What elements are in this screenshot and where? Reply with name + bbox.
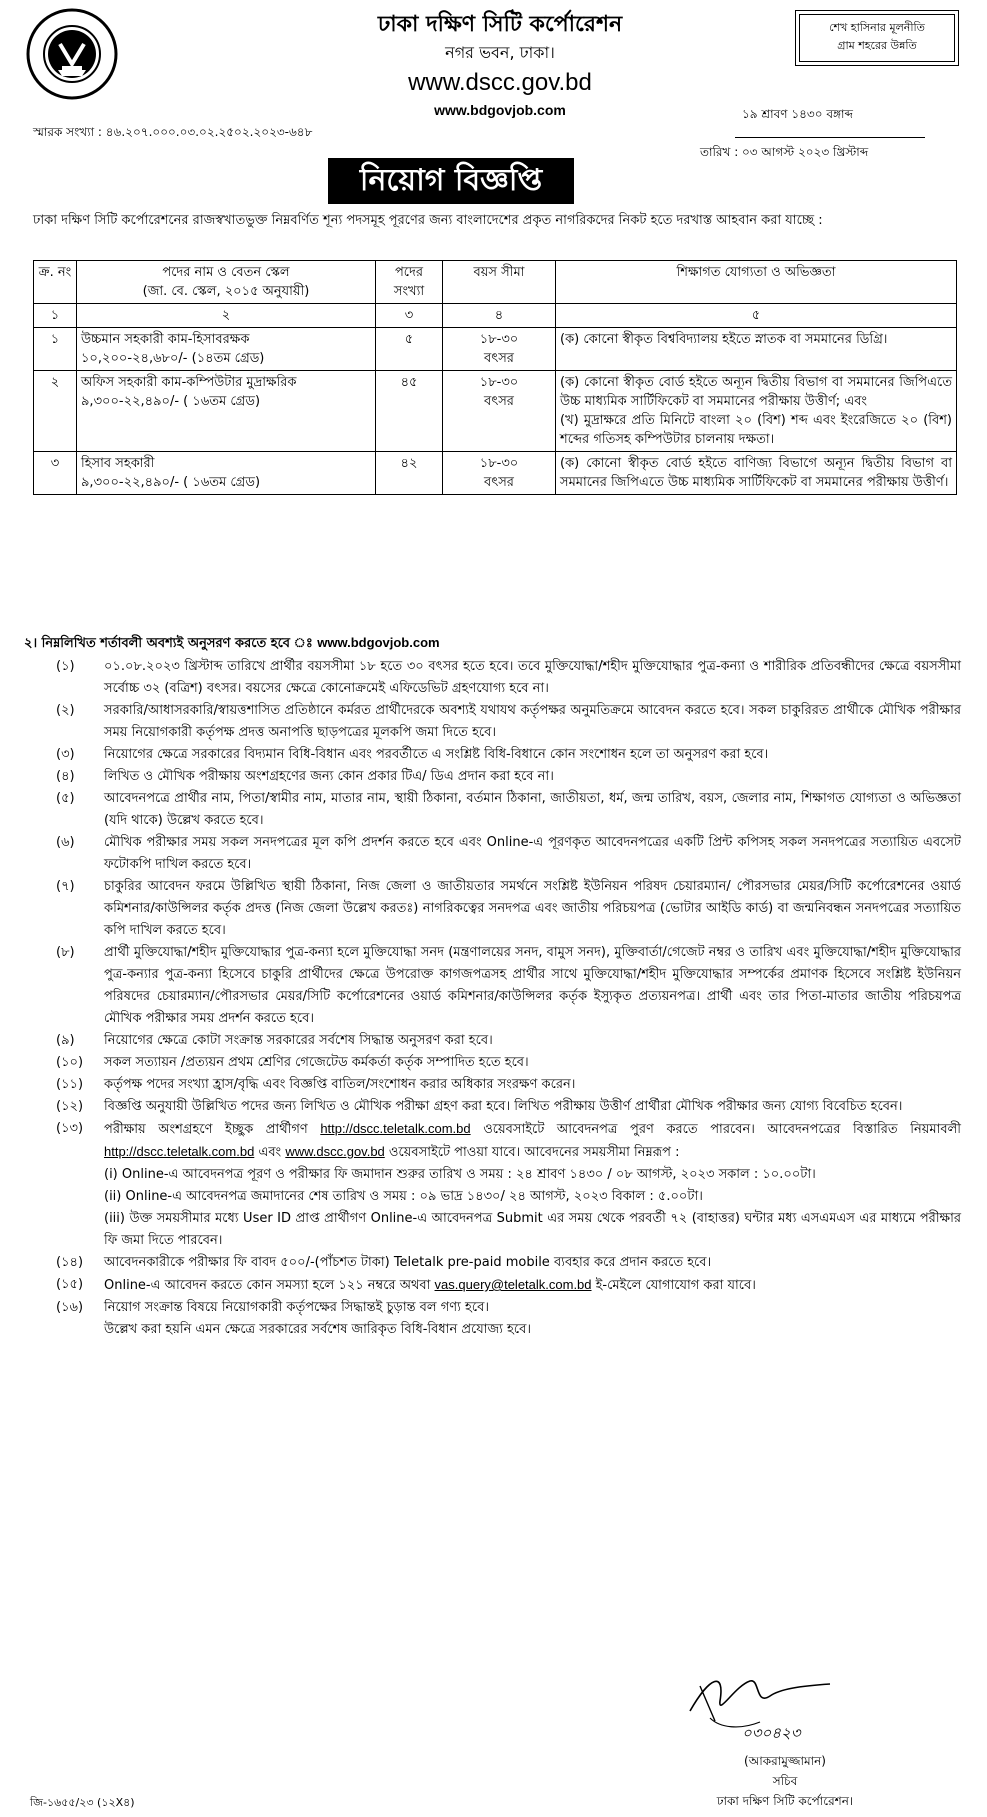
- header-block: [300, 10, 700, 120]
- teletalk-link[interactable]: http://dscc.teletalk.com.bd: [104, 1144, 255, 1159]
- list-item: [26, 700, 961, 744]
- item13-text-1: পরীক্ষায় অংশগ্রহণে ইচ্ছুক প্রার্থীগণ: [104, 1122, 308, 1137]
- list-item: [26, 1052, 961, 1074]
- header-qualification: শিক্ষাগত যোগ্যতা ও অভিজ্ঞতা: [556, 261, 957, 304]
- row-age-range: ১৮-৩০: [479, 456, 519, 471]
- row-post: হিসাব সহকারী: [81, 456, 155, 471]
- slogan-box: [795, 10, 959, 66]
- row-qualification: (খ) মুদ্রাক্ষরে প্রতি মিনিটে বাংলা ২০ (বিশ) শব্দ এবং ইংরেজিতে ২০ (বিশ) শব্দের গতিসহ কম্পিউটার চালনায় দক্ষতা।: [560, 413, 952, 447]
- condition-text: [104, 1274, 961, 1297]
- table-row: [34, 371, 957, 452]
- support-email-link[interactable]: vas.query@teletalk.com.bd: [434, 1277, 592, 1292]
- row-scale: ৯,৩০০-২২,৪৯০/- ( ১৬তম গ্রেড): [81, 475, 261, 490]
- header-post-line2: (জা. বে. স্কেল, ২০১৫ অনুযায়ী): [142, 284, 310, 299]
- signatory-block: [660, 1751, 910, 1811]
- conditions-heading: [24, 634, 440, 655]
- row-age-range: ১৮-৩০: [479, 332, 519, 347]
- list-item: [26, 744, 961, 766]
- intro-paragraph: ঢাকা দক্ষিণ সিটি কর্পোরেশনের রাজস্বখাতভুক্ত নিম্নবর্ণিত শূন্য পদসমূহ পূরণের জন্য বাংলাদেশের প্রকৃত নাগরিকদের নিকট হতে দরখাস্ত আহবান করা যাচ্ছে :: [33, 213, 823, 228]
- list-item: [26, 876, 961, 942]
- condition-number: (৯): [56, 1033, 75, 1048]
- condition-number: (১৬): [56, 1300, 84, 1315]
- item16-text-1: নিয়োগ সংক্রান্ত বিষয়ে নিয়োগকারী কর্তৃপক্ষের সিদ্ধান্তই চুড়ান্ত বল গণ্য হবে।: [104, 1300, 489, 1315]
- table-header-row: [34, 261, 957, 304]
- item15-text-1: Online-এ আবেদন করতে কোন সমস্যা হলে ১২১ নম্বরে অথবা: [104, 1278, 431, 1293]
- row-count: ৫: [376, 328, 443, 371]
- row-post: অফিস সহকারী কাম-কম্পিউটার মুদ্রাক্ষরিক: [81, 375, 297, 390]
- column-number: ৪: [443, 304, 556, 328]
- condition-number: (১২): [56, 1099, 84, 1114]
- item15-text-2: ই-মেইলে যোগাযোগ করা যাবে।: [595, 1278, 756, 1293]
- item13-sub-2: (ii) Online-এ আবেদনপত্র জমাদানের শেষ তারিখ ও সময় : ০৯ ভাদ্র ১৪৩০/ ২৪ আগস্ট, ২০২৩ বিকাল : ৫.০০টা।: [104, 1189, 703, 1204]
- list-item: [26, 1274, 961, 1297]
- signatory-name: (আকরামুজ্জামান): [744, 1754, 826, 1768]
- condition-text: সকল সত্যায়ন /প্রত্যয়ন প্রথম শ্রেণির গেজেটেড কর্মকর্তা কর্তৃক সম্পাদিত হতে হবে।: [104, 1055, 529, 1070]
- org-name: ঢাকা দক্ষিণ সিটি কর্পোরেশন: [377, 12, 623, 37]
- header-post-line1: পদের নাম ও বেতন স্কেল: [162, 265, 290, 280]
- condition-number: (৩): [56, 747, 75, 762]
- row-age-unit: বৎসর: [484, 394, 514, 409]
- condition-number: (১৩): [56, 1121, 84, 1136]
- condition-number: (১৫): [56, 1277, 84, 1292]
- row-age-unit: বৎসর: [484, 475, 514, 490]
- row-age-cell: [443, 452, 556, 495]
- condition-text: মৌখিক পরীক্ষার সময় সকল সনদপত্রের মূল কপি প্রদর্শন করতে হবে এবং Online-এ পূরণকৃত আবেদনপত্রের একটি প্রিন্ট কপিসহ সকল সনদপত্রের সত্যায়িত এবসেট ফটোকপি দাখিল করতে হবে।: [104, 835, 961, 872]
- row-qualification: (ক) কোনো স্বীকৃত বোর্ড হইতে অন্যূন দ্বিতীয় বিভাগ বা সমমানের জিপিএতে উচ্চ মাধ্যমিক সার্টিফিকেট বা সমমানের পরীক্ষায় উত্তীর্ণ; এবং: [560, 375, 952, 409]
- condition-number: (১১): [56, 1077, 84, 1092]
- slogan-line-2: গ্রাম শহরের উন্নতি: [837, 39, 917, 52]
- item16-text-2: উল্লেখ করা হয়নি এমন ক্ষেত্রে সরকারের সর্বশেষ জারিকৃত বিধি-বিধান প্রযোজ্য হবে।: [104, 1322, 531, 1337]
- condition-text: কর্তৃপক্ষ পদের সংখ্যা হ্রাস/বৃদ্ধি এবং বিজ্ঞপ্তি বাতিল/সংশোধন করার অধিকার সংরক্ষণ করেন।: [104, 1077, 576, 1092]
- condition-number: (১০): [56, 1055, 84, 1070]
- row-qualification: (ক) কোনো স্বীকৃত বিশ্ববিদ্যালয় হইতে স্নাতক বা সমমানের ডিগ্রি।: [560, 332, 888, 347]
- dscc-logo: [24, 6, 120, 102]
- column-number: ৫: [556, 304, 957, 328]
- condition-number: (১৪): [56, 1255, 84, 1270]
- org-address: নগর ভবন, ঢাকা।: [445, 43, 555, 62]
- list-item: [26, 1030, 961, 1052]
- condition-number: (৭): [56, 879, 75, 894]
- row-post: উচ্চমান সহকারী কাম-হিসাবরক্ষক: [81, 332, 250, 347]
- item13-text-4: ওয়েবসাইটে পাওয়া যাবে। আবেদনের সময়সীমা নিম্নরূপ :: [388, 1145, 680, 1160]
- condition-number: (৫): [56, 791, 75, 806]
- header-serial: ক্র. নং: [34, 261, 77, 304]
- header-post: [77, 261, 376, 304]
- table-row: [34, 452, 957, 495]
- list-item: [26, 1252, 961, 1274]
- column-number-row: [34, 304, 957, 328]
- signature-date: ০৩০৪২৩: [742, 1724, 801, 1742]
- list-item: [26, 832, 961, 876]
- list-item: [26, 788, 961, 832]
- row-count: ৪৫: [376, 371, 443, 452]
- row-scale: ১০,২০০-২৪,৬৮০/- (১৪তম গ্রেড): [81, 351, 265, 366]
- condition-text: আবেদনপত্রে প্রার্থীর নাম, পিতা/স্বামীর নাম, মাতার নাম, স্থায়ী ঠিকানা, বর্তমান ঠিকানা, জাতীয়তা, ধর্ম, জন্ম তারিখ, বয়স, জেলার নাম, শিক্ষাগত যোগ্যতা ও অভিজ্ঞতা (যদি থাকে) উল্লেখ করতে হবে।: [104, 791, 961, 828]
- list-item: [26, 766, 961, 788]
- list-item: [26, 1096, 961, 1118]
- row-serial: ১: [34, 328, 77, 371]
- condition-text: নিয়োগের ক্ষেত্রে কোটা সংক্রান্ত সরকারের সর্বশেষ সিদ্ধান্ত অনুসরণ করা হবে।: [104, 1033, 493, 1048]
- item13-text-2: ওয়েবসাইটে আবেদনপত্র পুরণ করতে পারবেন। আবেদনপত্রের বিস্তারিত নিয়মাবলী: [483, 1122, 961, 1137]
- signatory-designation: সচিব: [772, 1774, 798, 1788]
- table-row: [34, 328, 957, 371]
- condition-text: সরকারি/আধাসরকারি/স্বায়ত্তশাসিত প্রতিষ্ঠানে কর্মরত প্রার্থীদেরকে অবশ্যই যথাযথ কর্তৃপক্ষর অনুমতিক্রমে আবেদন করতে হবে। সকল চাকুরিরত প্রার্থীকে মৌখিক পরীক্ষার সময় নিয়োগকারী কর্তৃপক্ষ প্রদত্ত অনাপত্তি ছাড়পত্রের মূলকপি জমা দিতে হবে।: [104, 703, 961, 740]
- condition-text: [104, 1297, 961, 1341]
- date-bangla: ১৯ শ্রাবণ ১৪৩০ বঙ্গাব্দ: [742, 107, 853, 121]
- column-number: ২: [77, 304, 376, 328]
- row-post-cell: [77, 328, 376, 371]
- list-item: [26, 942, 961, 1030]
- list-item: [26, 1074, 961, 1096]
- condition-text: চাকুরির আবেদন ফরমে উল্লিখিত স্থায়ী ঠিকানা, নিজ জেলা ও জাতীয়তার সমর্থনে সংশ্লিষ্ট ইউনিয়ন পরিষদ চেয়ারম্যান/ পৌরসভার মেয়র/সিটি কর্পোরেশনের ওয়ার্ড কমিশনার/কাউন্সিলর কর্তৃক প্রদত্ত (নিজ জেলা উল্লেখ করতঃ) নাগরিকত্বের সনদপত্র এবং জাতীয় পরিচয়পত্র (ভোটার আইডি কার্ড) বা জন্মনিবন্ধন সনদপত্রের সত্যায়িত কপি দাখিল করতে হবে।: [104, 879, 961, 938]
- org-website[interactable]: www.dscc.gov.bd: [408, 69, 592, 96]
- memo-number: স্মারক সংখ্যা : ৪৬.২০৭.০০০.০৩.০২.২৫০২.২০২৩-৬৪৮: [33, 125, 313, 139]
- list-item: [26, 656, 961, 700]
- slogan-line-1: শেখ হাসিনার মূলনীতি: [829, 21, 925, 34]
- dscc-link[interactable]: www.dscc.gov.bd: [285, 1144, 385, 1159]
- row-post-cell: [77, 371, 376, 452]
- header-count: পদের সংখ্যা: [376, 261, 443, 304]
- row-age-cell: [443, 328, 556, 371]
- condition-number: (২): [56, 703, 75, 718]
- date-divider: [735, 137, 925, 138]
- condition-text: [104, 1118, 961, 1252]
- condition-number: (৪): [56, 769, 75, 784]
- row-qualification-cell: [556, 328, 957, 371]
- source-website[interactable]: www.bdgovjob.com: [434, 102, 566, 118]
- page-title: নিয়োগ বিজ্ঞপ্তি: [328, 158, 574, 204]
- column-number: ৩: [376, 304, 443, 328]
- header-age: বয়স সীমা: [443, 261, 556, 304]
- row-post-cell: [77, 452, 376, 495]
- condition-text: আবেদনকারীকে পরীক্ষার ফি বাবদ ৫০০/-(পাঁচশত টাকা) Teletalk pre-paid mobile ব্যবহার করে প্রদান করতে হবে।: [104, 1255, 712, 1270]
- footer-reference: জি-১৬৫৫/২৩ (১২X৪): [30, 1796, 135, 1809]
- list-item: [26, 1118, 961, 1252]
- condition-text: বিজ্ঞপ্তি অনুযায়ী উল্লিখিত পদের জন্য লিখিত ও মৌখিক পরীক্ষা গ্রহণ করা হবে। লিখিত পরীক্ষায় উত্তীর্ণ প্রার্থীরা মৌখিক পরীক্ষার জন্য যোগ্য বিবেচিত হবেন।: [104, 1099, 903, 1114]
- condition-number: (৬): [56, 835, 75, 850]
- signatory-org: ঢাকা দক্ষিণ সিটি কর্পোরেশন।: [716, 1794, 854, 1808]
- date-label: তারিখ :: [700, 145, 739, 159]
- signature-image: [680, 1656, 840, 1746]
- condition-text: নিয়োগের ক্ষেত্রে সরকারের বিদ্যমান বিধি-বিধান এবং পরবর্তীতে এ সংশ্লিষ্ট বিধি-বিধানে কোন সংশোধন হলে তা অনুসরণ করা হবে।: [104, 747, 769, 762]
- list-item: [26, 1297, 961, 1341]
- teletalk-link[interactable]: http://dscc.teletalk.com.bd: [320, 1121, 471, 1136]
- condition-number: (৮): [56, 945, 75, 960]
- row-age-cell: [443, 371, 556, 452]
- conditions-list: [26, 656, 961, 1341]
- item13-text-3: এবং: [258, 1145, 282, 1160]
- row-qualification: (ক) কোনো স্বীকৃত বোর্ড হইতে বাণিজ্য বিভাগে অন্যূন দ্বিতীয় বিভাগ বা সমমানের জিপিএতে উচ্চ মাধ্যমিক সার্টিফিকেট বা সমমানের পরীক্ষায় উত্তীর্ণ।: [560, 456, 952, 490]
- condition-number: (১): [56, 659, 75, 674]
- condition-text: ০১.০৮.২০২৩ খ্রিস্টাব্দ তারিখে প্রার্থীর বয়সসীমা ১৮ হতে ৩০ বৎসর হতে হবে। তবে মুক্তিযোদ্ধা/শহীদ মুক্তিযোদ্ধার পুত্র-কন্যা ও শারীরিক প্রতিবন্ধীদের ক্ষেত্রে বয়সসীমা সর্বোচ্চ ৩২ (বত্রিশ) বৎসর। বয়সের ক্ষেত্রে কোনোক্রমেই এফিডেভিট গ্রহণযোগ্য হবে না।: [104, 659, 961, 696]
- row-serial: ২: [34, 371, 77, 452]
- row-serial: ৩: [34, 452, 77, 495]
- row-count: ৪২: [376, 452, 443, 495]
- row-age-unit: বৎসর: [484, 351, 514, 366]
- conditions-heading-text: ২। নিম্নলিখিত শর্তাবলী অবশ্যই অনুসরণ করতে হবে ঃ: [24, 636, 313, 651]
- item13-sub-3: (iii) উক্ত সময়সীমার মধ্যে User ID প্রাপ্ত প্রার্থীগণ Online-এ আবেদনপত্র Submit এর সময় থেকে পরবর্তী ৭২ (বাহাত্তর) ঘন্টার মধ্য এসএমএস এর মাধ্যমে পরীক্ষার ফি জমা দিতে পারবেন।: [104, 1211, 961, 1248]
- row-age-range: ১৮-৩০: [479, 375, 519, 390]
- condition-text: প্রার্থী মুক্তিযোদ্ধা/শহীদ মুক্তিযোদ্ধার পুত্র-কন্যা হলে মুক্তিযোদ্ধা সনদ (মন্ত্রণালয়ের সনদ, বামুস সনদ), মুক্তিবার্তা/গেজেট নম্বর ও তারিখ এবং মুক্তিযোদ্ধা/শহীদ মুক্তিযোদ্ধার পুত্র-কন্যার পুত্র-কন্যা হিসেবে চাকুরি প্রার্থীদের ক্ষেত্রে উপরোক্ত কাগজপত্রসহ প্রার্থীর সাথে মুক্তিযোদ্ধা/শহীদ মুক্তিযোদ্ধার সম্পর্কের প্রমাণক হিসেবে সংশ্লিষ্ট ইউনিয়ন পরিষদের চেয়ারম্যান/পৌরসভার মেয়র/সিটি কর্পোরেশনের ওয়ার্ড কমিশনার/কাউন্সিলর কর্তৃক ইস্যুকৃত প্রত্যয়নপত্র। প্রার্থী এবং তার পিতা-মাতার জাতীয় পরিচয়পত্র মৌখিক পরীক্ষার সময় প্রদর্শন করতে হবে।: [104, 945, 961, 1026]
- date-english: ০৩ আগস্ট ২০২৩ খ্রিস্টাব্দ: [742, 145, 869, 159]
- condition-text: লিখিত ও মৌখিক পরীক্ষায় অংশগ্রহণের জন্য কোন প্রকার টিএ/ ডিএ প্রদান করা হবে না।: [104, 769, 554, 784]
- posts-table: [33, 260, 957, 495]
- conditions-heading-link[interactable]: www.bdgovjob.com: [317, 635, 440, 650]
- row-scale: ৯,৩০০-২২,৪৯০/- ( ১৬তম গ্রেড): [81, 394, 261, 409]
- item13-sub-1: (i) Online-এ আবেদনপত্র পূরণ ও পরীক্ষার ফি জমাদান শুরুর তারিখ ও সময় : ২৪ শ্রাবণ ১৪৩০ / ০৮ আগস্ট, ২০২৩ সকাল : ১০.০০টা।: [104, 1167, 816, 1182]
- row-qualification-cell: [556, 452, 957, 495]
- column-number: ১: [34, 304, 77, 328]
- row-qualification-cell: [556, 371, 957, 452]
